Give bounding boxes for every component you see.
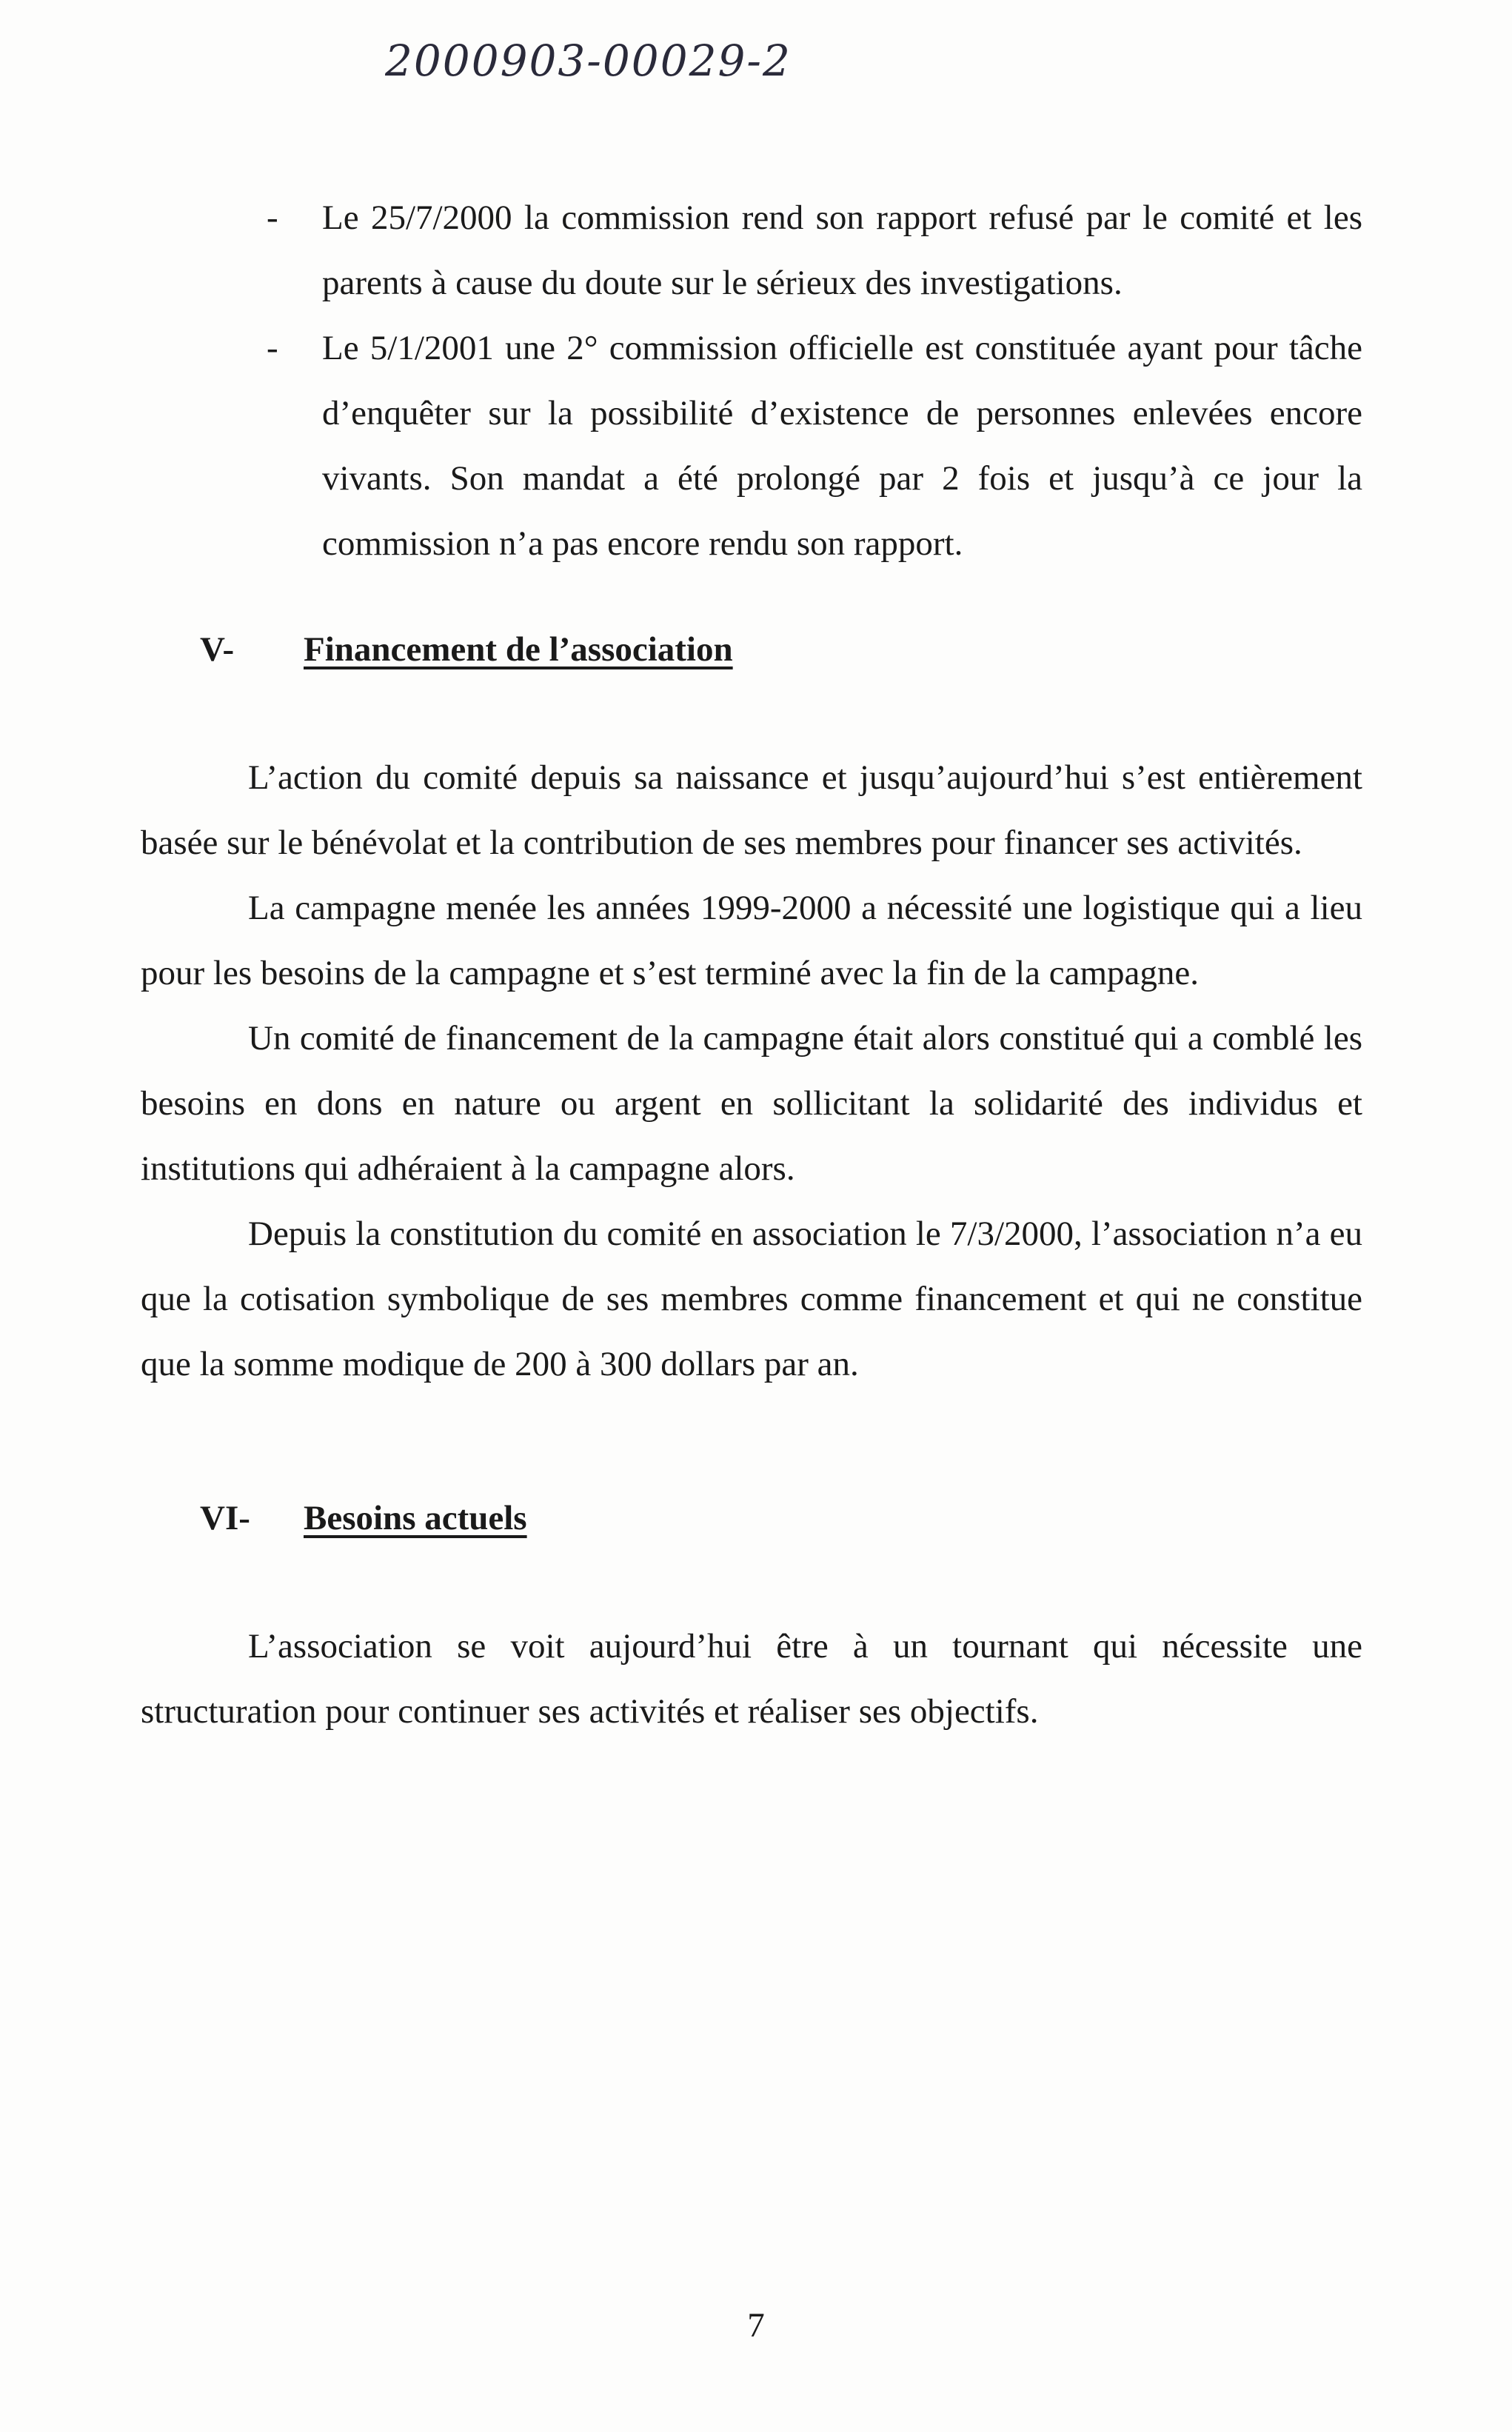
bullet-text: Le 25/7/2000 la commission rend son rapport refusé par le comité et les parents à cause du doute sur le sérieux des investigations. xyxy=(322,198,1362,302)
section-title: Besoins actuels xyxy=(304,1499,527,1537)
bullet-text: Le 5/1/2001 une 2° commission officielle est constituée ayant pour tâche d’enquêter sur la possibilité d’existence de personnes enlevées encore vivants. Son mandat a été prolongé par 2 fois et jusqu’à ce jour la commission n’a pas encore rendu son rapport. xyxy=(322,329,1362,563)
section-title: Financement de l’association xyxy=(304,630,733,669)
section-number: VI- xyxy=(200,1499,250,1537)
paragraph: L’action du comité depuis sa naissance et jusqu’aujourd’hui s’est entièrement basée sur le bénévolat et la contribution de ses membres pour financer ses activités. xyxy=(141,758,1362,862)
document-body xyxy=(141,185,1362,1744)
paragraph: La campagne menée les années 1999-2000 a nécessité une logistique qui a lieu pour les besoins de la campagne et s’est terminé avec la fin de la campagne. xyxy=(141,889,1362,992)
paragraph: Un comité de financement de la campagne était alors constitué qui a comblé les besoins en dons en nature ou argent en sollicitant la solidarité des individus et institutions qui adhéraient à la campagne alors. xyxy=(141,1019,1362,1188)
section-number: V- xyxy=(200,630,235,669)
bullet-list xyxy=(141,185,1362,576)
bullet-dash: - xyxy=(267,329,278,367)
handwritten-reference xyxy=(385,22,874,104)
bullet-item xyxy=(141,185,1362,315)
section-heading-financement xyxy=(141,617,1362,682)
bullet-dash: - xyxy=(267,198,278,237)
paragraph: L’association se voit aujourd’hui être à un tournant qui nécessite une structuration pour continuer ses activités et réaliser ses objectifs. xyxy=(141,1627,1362,1731)
handwritten-reference-text: 2000903-00029-2 xyxy=(385,36,792,86)
bullet-item xyxy=(141,315,1362,576)
page-number: 7 xyxy=(747,2306,765,2345)
paragraph: Depuis la constitution du comité en association le 7/3/2000, l’association n’a eu que la cotisation symbolique de ses membres comme financement et qui ne constitue que la somme modique de 200 à 300 dollars par an. xyxy=(141,1215,1362,1383)
section-heading-besoins xyxy=(141,1486,1362,1551)
